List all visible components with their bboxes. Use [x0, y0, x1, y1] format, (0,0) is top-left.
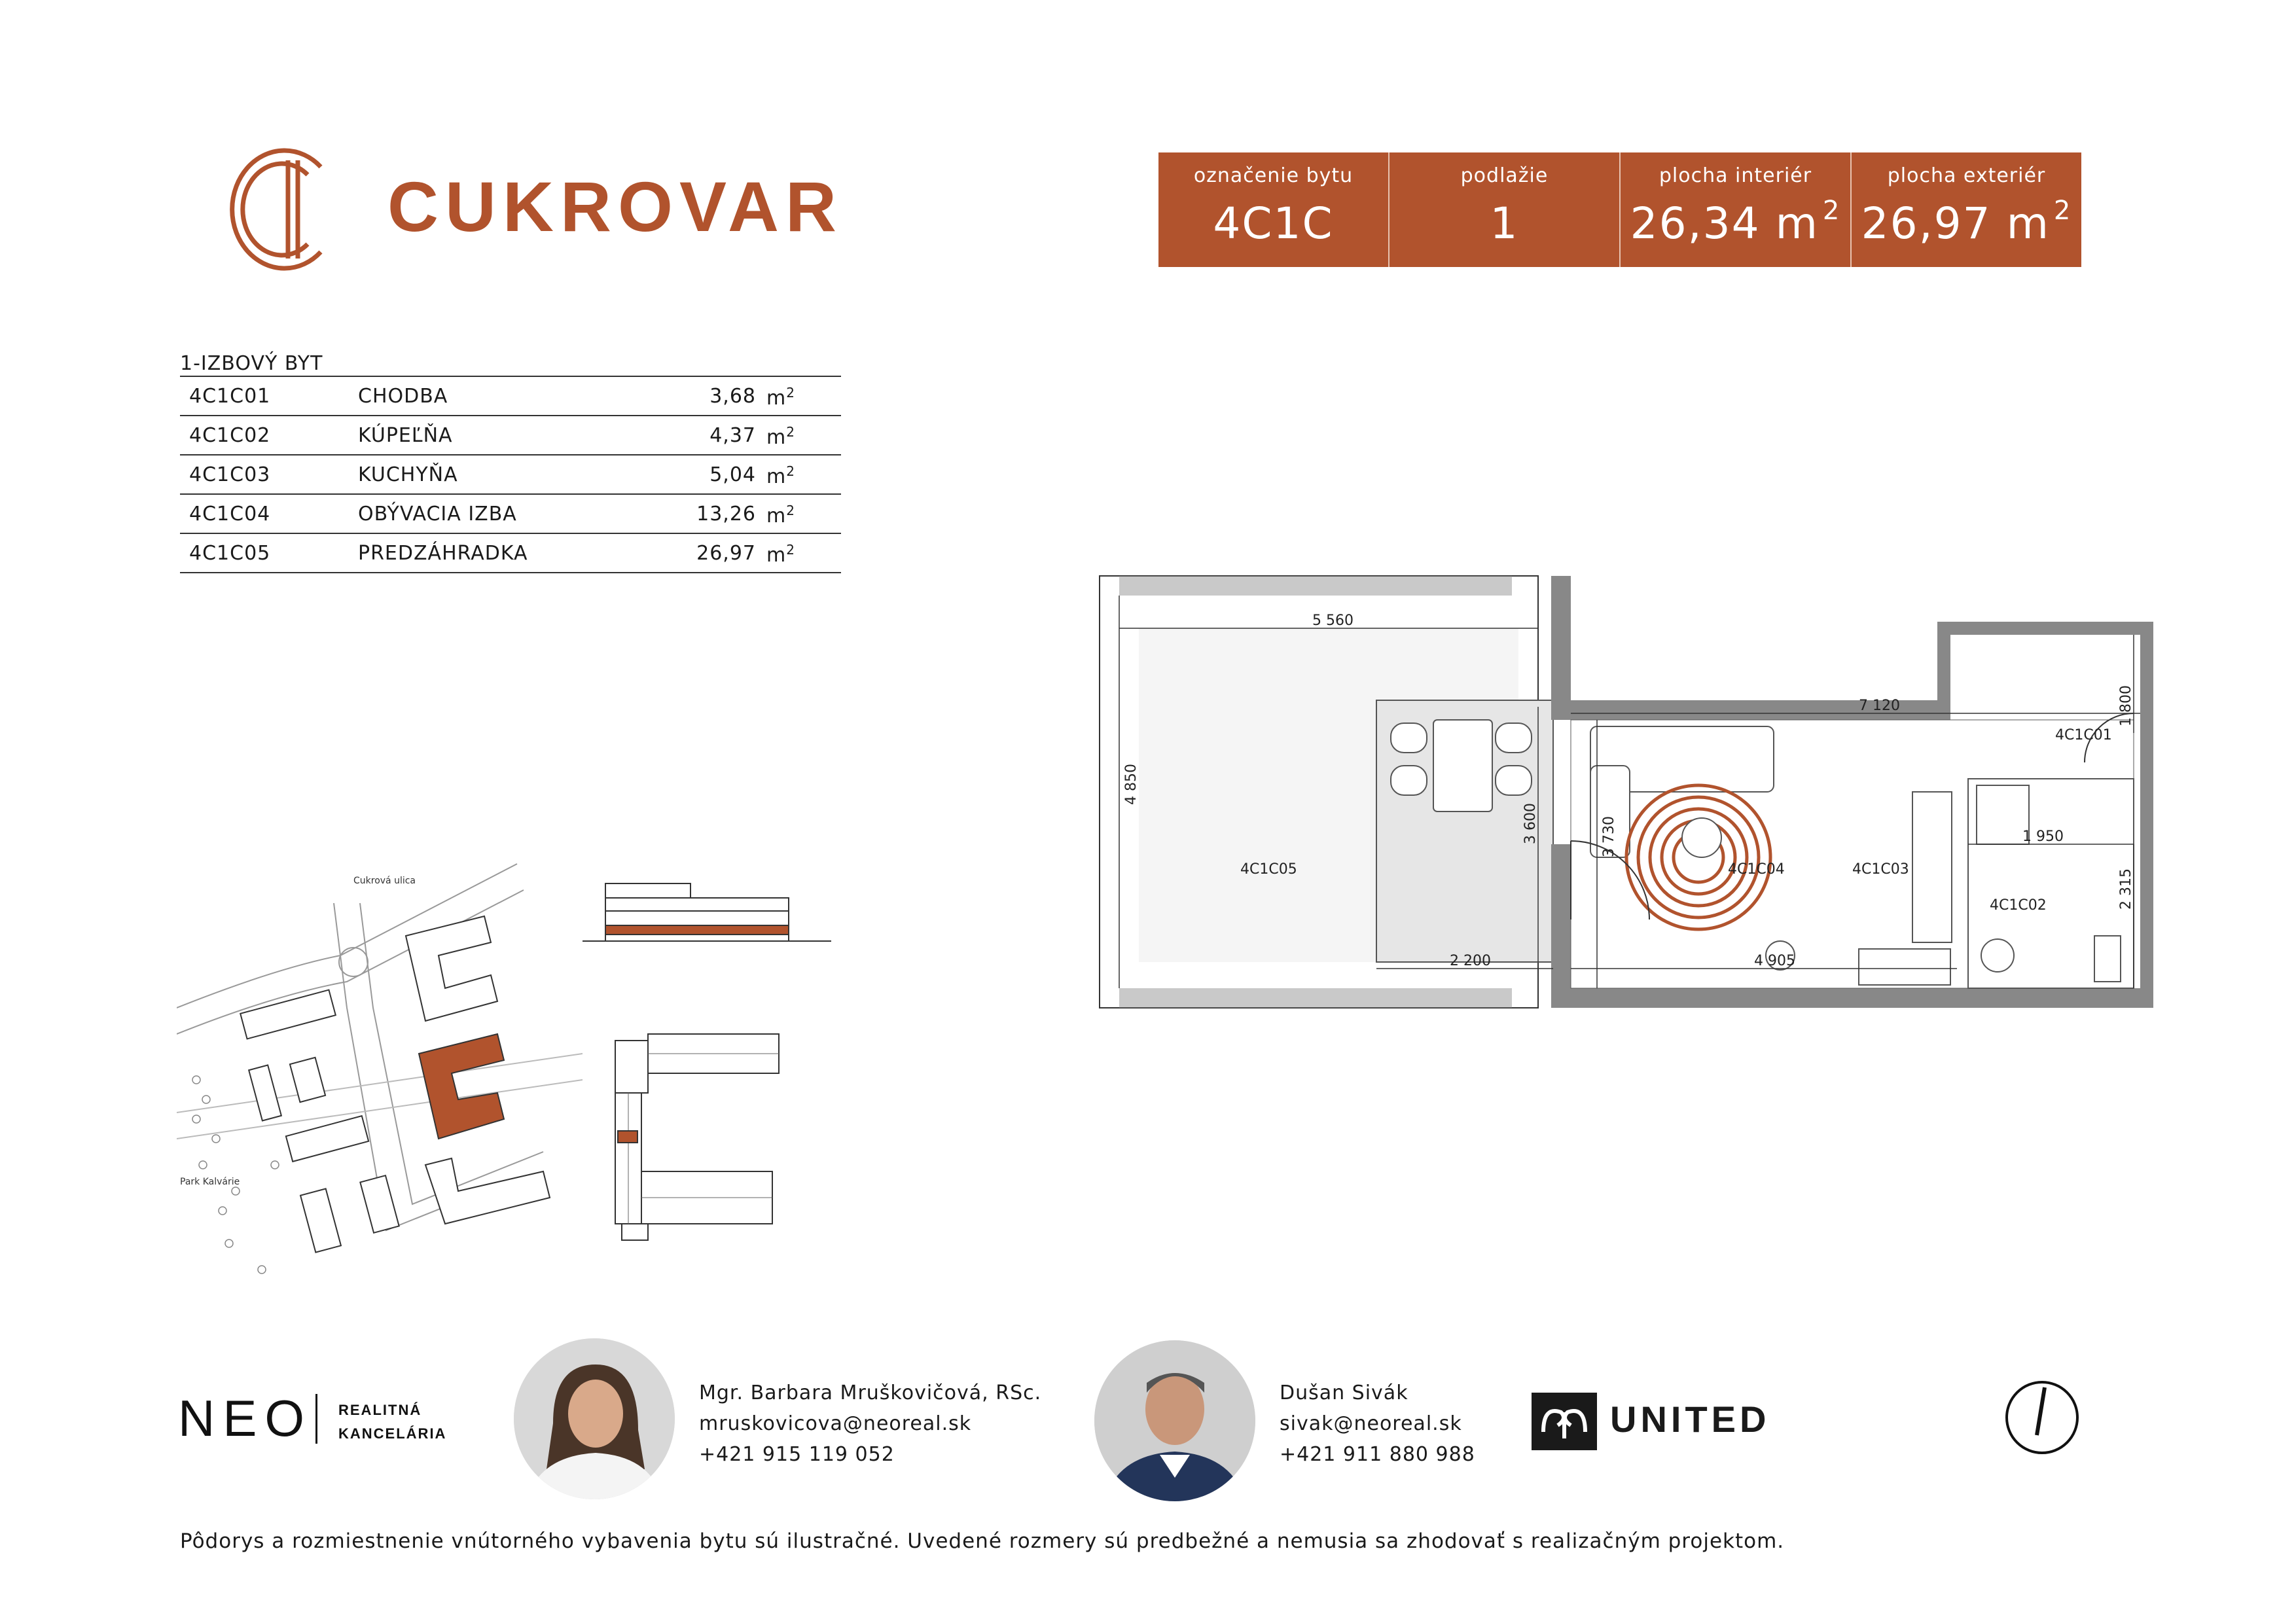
dimension-label: 3 730	[1601, 816, 1617, 857]
table-row	[180, 376, 841, 415]
building-floor-location-plan	[609, 1027, 818, 1243]
agent-contact	[699, 1378, 1041, 1470]
room-unit: $m^2$	[766, 542, 795, 567]
room-name: OBÝVACIA IZBA	[358, 503, 517, 526]
room-area: 4,37	[709, 424, 756, 447]
agent-email[interactable]: mruskovicova@neoreal.sk	[699, 1412, 972, 1435]
info-label: podlažie	[1460, 164, 1549, 187]
street-label: Cukrová ulica	[353, 876, 416, 886]
avatar	[1094, 1340, 1255, 1501]
agent-name: Dušan Sivák	[1280, 1382, 1408, 1404]
dimension-label: 1 950	[2022, 829, 2064, 845]
room-area: 26,97	[696, 542, 756, 565]
united-partner-logo	[1532, 1393, 1924, 1452]
avatar	[514, 1338, 675, 1499]
room-label: 4C1C05	[1240, 861, 1297, 878]
info-value: 26,34 m $^2$	[1630, 196, 1841, 249]
neo-wordmark: NEO	[178, 1389, 313, 1447]
info-cell-interior-area	[1621, 152, 1852, 267]
room-area: 5,04	[709, 463, 756, 486]
room-unit: $m^2$	[766, 424, 795, 449]
building-elevation	[576, 877, 838, 962]
room-code: 4C1C01	[189, 385, 271, 408]
room-code: 4C1C05	[189, 542, 271, 565]
agent-photo-icon	[514, 1338, 675, 1499]
cukrovar-logo-mark	[216, 141, 334, 278]
apartment-info-box	[1158, 152, 2081, 267]
room-name: KÚPEĽŇA	[358, 424, 453, 447]
room-area: 13,26	[696, 503, 756, 526]
table-title: 1-IZBOVÝ BYT	[180, 352, 323, 375]
room-name: KUCHYŇA	[358, 463, 458, 486]
agent-name: Mgr. Barbara Mruškovičová, RSc.	[699, 1382, 1042, 1404]
table-row	[180, 533, 841, 573]
room-unit: $m^2$	[766, 503, 795, 527]
united-wordmark: UNITED	[1610, 1399, 1770, 1440]
logo-divider	[315, 1394, 317, 1444]
info-cell-designation	[1158, 152, 1390, 267]
agency-subtitle: REALITNÁ	[338, 1402, 422, 1418]
table-row	[180, 493, 841, 533]
dimension-label: 1 800	[2118, 685, 2134, 726]
apartment-floor-plan	[1093, 569, 2160, 1014]
agent-photo-icon	[1094, 1340, 1255, 1501]
room-label: 4C1C04	[1728, 861, 1785, 878]
room-code: 4C1C04	[189, 503, 271, 526]
info-cell-floor	[1390, 152, 1621, 267]
room-label: 4C1C03	[1852, 861, 1909, 878]
dimension-label: 4 905	[1754, 953, 1795, 969]
dimension-label: 5 560	[1312, 613, 1354, 629]
dimension-label: 4 850	[1123, 764, 1139, 805]
info-value: 1	[1490, 198, 1519, 249]
room-name: PREDZÁHRADKA	[358, 542, 528, 565]
brand-name: CUKROVAR	[387, 167, 843, 246]
info-value: 4C1C	[1213, 198, 1334, 249]
info-label: plocha interiér	[1659, 164, 1812, 187]
info-label: označenie bytu	[1193, 164, 1354, 187]
room-name: CHODBA	[358, 385, 448, 408]
table-row	[180, 415, 841, 454]
dimension-label: 2 315	[2118, 868, 2134, 910]
info-label: plocha exteriér	[1887, 164, 2046, 187]
room-code: 4C1C02	[189, 424, 271, 447]
room-label: 4C1C02	[1990, 897, 2047, 914]
agent-phone[interactable]: +421 911 880 988	[1280, 1443, 1475, 1466]
agent-contact	[1280, 1378, 1475, 1470]
info-cell-exterior-area	[1852, 152, 2081, 267]
room-label: 4C1C01	[2055, 727, 2112, 743]
agent-phone[interactable]: +421 915 119 052	[699, 1443, 895, 1466]
agent-email[interactable]: sivak@neoreal.sk	[1280, 1412, 1462, 1435]
site-plan-map	[177, 838, 583, 1296]
dimension-label: 2 200	[1450, 953, 1491, 969]
agency-subtitle: KANCELÁRIA	[338, 1425, 447, 1442]
north-arrow-icon	[2004, 1380, 2080, 1455]
room-unit: $m^2$	[766, 463, 795, 488]
info-value: 26,97 m $^2$	[1861, 196, 2072, 249]
dimension-label: 7 120	[1859, 698, 1900, 714]
park-label: Park Kalvárie	[180, 1177, 240, 1187]
room-unit: $m^2$	[766, 385, 795, 410]
room-area: 3,68	[709, 385, 756, 408]
table-row	[180, 454, 841, 493]
room-code: 4C1C03	[189, 463, 271, 486]
dimension-label: 3 600	[1522, 803, 1539, 844]
united-emblem-icon	[1532, 1393, 1597, 1450]
room-table	[180, 347, 841, 573]
disclaimer-text: Pôdorys a rozmiestnenie vnútorného vybavenia bytu sú ilustračné. Uvedené rozmery sú predbežné a nemusia sa zhodovať s realizačným projektom.	[180, 1529, 1785, 1553]
